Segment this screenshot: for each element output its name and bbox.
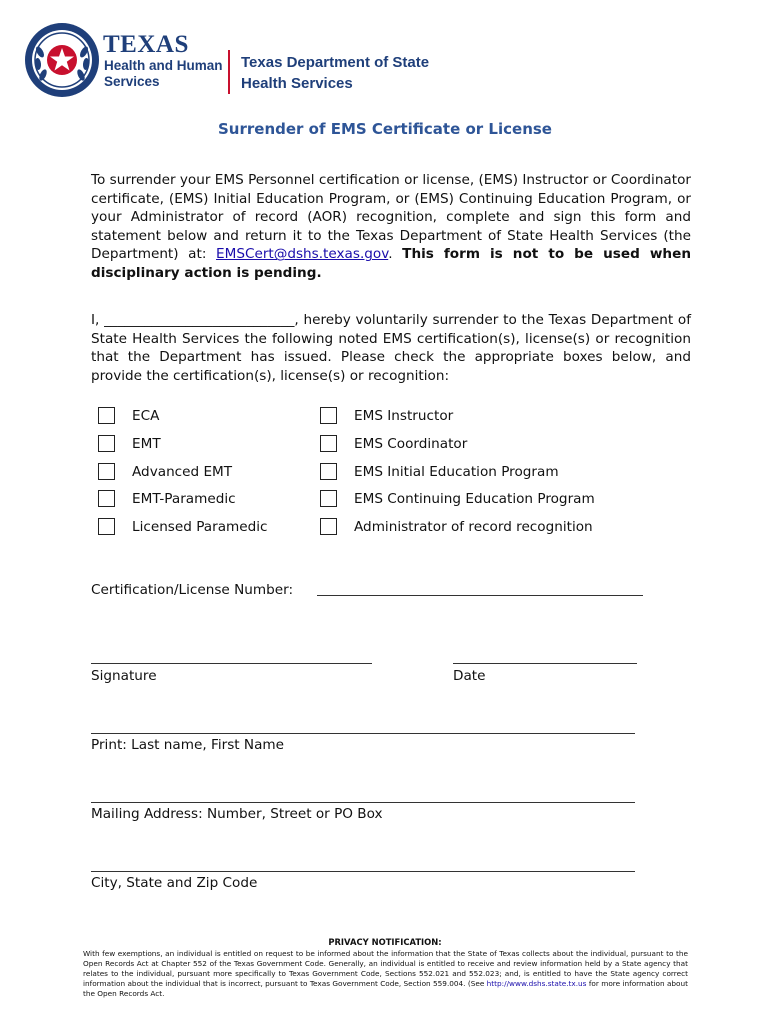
dshs-logo-line2: Health Services <box>241 75 353 92</box>
checkbox-label-emt-paramedic: EMT-Paramedic <box>132 491 236 507</box>
checkbox-label-emt: EMT <box>132 436 161 452</box>
intro-paragraph <box>91 171 691 283</box>
texas-hhs-seal-logo <box>24 22 100 98</box>
checkbox-emt[interactable] <box>98 435 115 452</box>
privacy-title: PRIVACY NOTIFICATION: <box>328 937 442 947</box>
dshs-logo-text <box>241 52 429 94</box>
mailing-address-label: Mailing Address: Number, Street or PO Box <box>91 806 383 822</box>
intro-text: To surrender your EMS Personnel certification or license, (EMS) Instructor or Coordinator certificate, (EMS) Initial Education Program, or (EMS) Continuing Education Program, or your Administrator of record (AOR) recognition, complete and sign this form and statement below and return it to the Texas Department of State Health Services (the Department) at: <box>91 172 691 263</box>
mailing-address-field[interactable] <box>91 802 635 803</box>
intro-after-email: . <box>388 246 403 263</box>
privacy-body-end: for more information about the Open Records Act. <box>83 979 688 998</box>
intro-warning: This form is not to be used when disciplinary action is pending. <box>91 246 691 281</box>
statement-text: , hereby voluntarily surrender to the Texas Department of State Health Services the following noted EMS certification(s), license(s) or recognition that the Department has issued. Please check the appropriate boxes below, and provide the certification(s), license(s) or recognition: <box>91 312 691 384</box>
checkbox-label-aor-recognition: Administrator of record recognition <box>354 519 593 535</box>
checkbox-licensed-paramedic[interactable] <box>98 518 115 535</box>
checkbox-label-licensed-paramedic: Licensed Paramedic <box>132 519 268 535</box>
checkbox-label-ems-instructor: EMS Instructor <box>354 408 454 424</box>
checkbox-advanced-emt[interactable] <box>98 463 115 480</box>
hhs-logo-line2: Services <box>104 74 160 89</box>
statement-name-blank[interactable]: ____________________________ <box>104 312 295 328</box>
checkbox-ems-continuing-education[interactable] <box>320 490 337 507</box>
hhs-logo-subtitle <box>104 58 223 90</box>
checkbox-label-ems-continuing-education: EMS Continuing Education Program <box>354 491 595 507</box>
city-state-zip-field[interactable] <box>91 871 635 872</box>
checkbox-ems-initial-education[interactable] <box>320 463 337 480</box>
email-link[interactable]: EMSCert@dshs.texas.gov <box>216 246 389 263</box>
checkbox-label-ems-coordinator: EMS Coordinator <box>354 436 468 452</box>
dshs-logo-line1: Texas Department of State <box>241 54 430 71</box>
logo-divider <box>228 50 230 94</box>
print-name-label: Print: Last name, First Name <box>91 737 285 753</box>
checkbox-label-advanced-emt: Advanced EMT <box>132 464 233 480</box>
checkbox-eca[interactable] <box>98 407 115 424</box>
checkbox-ems-instructor[interactable] <box>320 407 337 424</box>
privacy-body: With few exemptions, an individual is entitled on request to be informed about the information that the State of Texas collects about the individual, pursuant to the Open Records Act at Chapter 552 of the Texas Government Code. Generally, an individual is entitled to receive and review information held by a State agency that relates to the individual, pursuant more specifically to Texas Government Code, Sections 552.021 and 552.023; and, is entitled to have the State agency correct information about the individual that is incorrect, pursuant to Texas Government Code, Section 559.004. (See <box>83 949 688 988</box>
signature-label: Signature <box>91 668 157 684</box>
city-state-zip-label: City, State and Zip Code <box>91 875 258 891</box>
hhs-logo-line1: Health and Human <box>104 58 223 73</box>
form-title: Surrender of EMS Certificate or License <box>218 120 552 138</box>
cert-number-label: Certification/License Number: <box>91 582 294 598</box>
signature-field[interactable] <box>91 663 372 664</box>
checkbox-aor-recognition[interactable] <box>320 518 337 535</box>
checkbox-emt-paramedic[interactable] <box>98 490 115 507</box>
checkbox-label-eca: ECA <box>132 408 160 424</box>
statement-prefix: I, <box>91 312 100 328</box>
checkbox-label-ems-initial-education: EMS Initial Education Program <box>354 464 559 480</box>
hhs-logo-title: TEXAS <box>103 31 189 58</box>
print-name-field[interactable] <box>91 733 635 734</box>
date-field[interactable] <box>453 663 637 664</box>
checkbox-ems-coordinator[interactable] <box>320 435 337 452</box>
cert-number-field[interactable] <box>317 595 643 596</box>
statement-paragraph <box>91 311 691 385</box>
date-label: Date <box>453 668 486 684</box>
privacy-link[interactable]: http://www.dshs.state.tx.us <box>486 979 587 988</box>
privacy-text <box>83 949 688 999</box>
